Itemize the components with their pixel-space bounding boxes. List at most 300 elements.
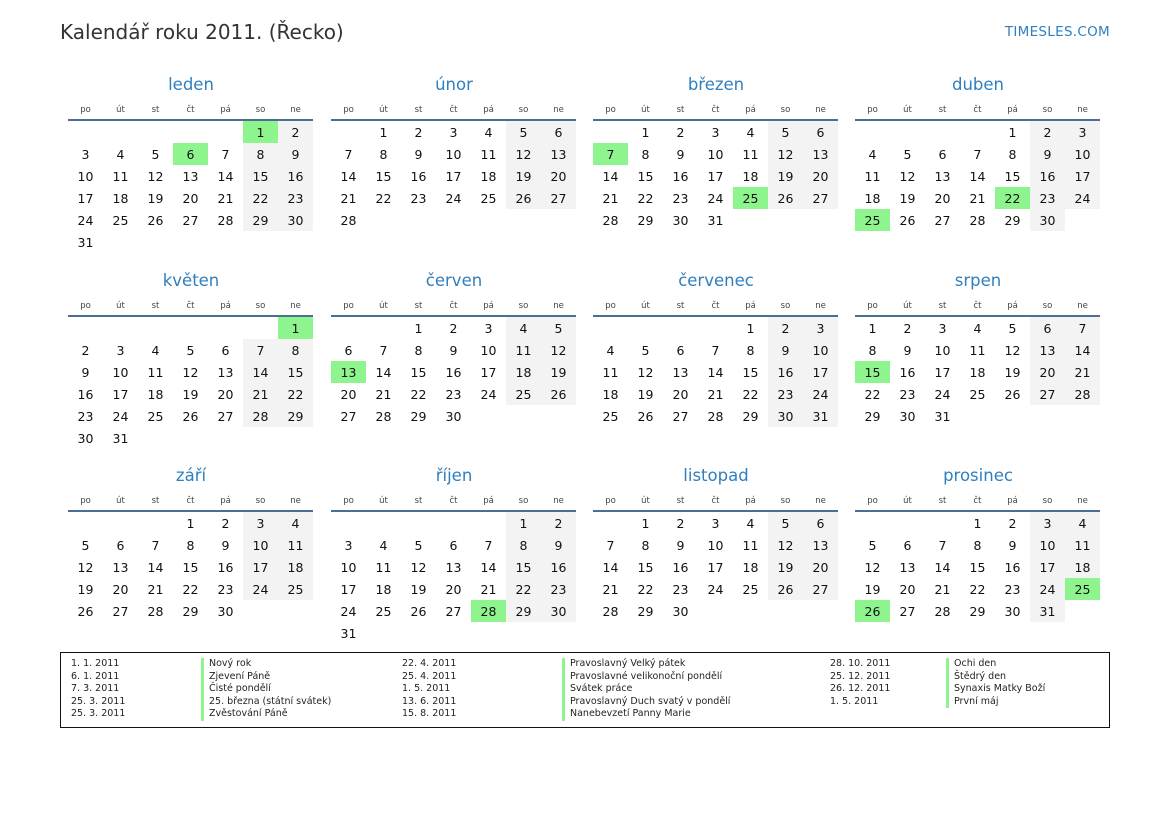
day-cell: 18 (506, 361, 541, 383)
legend-date: 22. 4. 2011 (402, 658, 457, 669)
day-cell: 28 (147, 603, 164, 619)
weekday-header: čt (436, 297, 471, 316)
month-table (855, 297, 1100, 427)
day-cell: 8 (746, 342, 755, 358)
day-cell: 17 (445, 168, 462, 184)
day-cell: 28 (340, 212, 357, 228)
day-cell: 2 (541, 511, 576, 534)
month-name: září (175, 466, 207, 485)
day-cell: 21 (375, 386, 392, 402)
day-cell: 15 (742, 364, 759, 380)
weekday-header: so (243, 492, 278, 511)
day-cell: 13 (934, 168, 951, 184)
day-cell: 25 (480, 190, 497, 206)
day-cell: 8 (868, 342, 877, 358)
weekday-header: so (506, 297, 541, 316)
day-cell: 29 (410, 408, 427, 424)
empty-cell (593, 316, 628, 339)
weekday-header: ne (1065, 492, 1100, 511)
day-cell: 3 (711, 515, 720, 531)
day-cell: 12 (864, 559, 881, 575)
month-5 (331, 270, 577, 427)
day-cell: 31 (77, 234, 94, 250)
day-cell: 10 (934, 342, 951, 358)
day-cell: 1 (278, 316, 313, 339)
day-cell: 6 (1030, 316, 1065, 339)
day-cell: 14 (243, 361, 278, 383)
day-cell: 30 (672, 603, 689, 619)
day-cell: 23 (672, 190, 689, 206)
legend-holiday-name: Štědrý den (946, 671, 1006, 684)
day-cell: 21 (602, 581, 619, 597)
day-cell: 13 (899, 559, 916, 575)
weekday-header: po (855, 492, 890, 511)
day-cell: 9 (768, 339, 803, 361)
weekday-header: st (401, 492, 436, 511)
day-cell: 11 (742, 537, 759, 553)
day-cell: 18 (147, 386, 164, 402)
day-cell: 12 (768, 143, 803, 165)
weekday-header: st (401, 101, 436, 120)
day-cell: 12 (899, 168, 916, 184)
day-cell: 30 (278, 209, 313, 231)
month-table (593, 101, 838, 231)
day-cell: 12 (77, 559, 94, 575)
day-cell: 19 (899, 190, 916, 206)
day-cell: 16 (768, 361, 803, 383)
day-cell: 2 (81, 342, 90, 358)
day-cell: 15 (969, 559, 986, 575)
weekday-header: čt (960, 297, 995, 316)
weekday-header: pá (208, 101, 243, 120)
weekday-header: út (890, 101, 925, 120)
weekday-header: út (628, 492, 663, 511)
day-cell: 23 (217, 581, 234, 597)
day-cell: 24 (707, 581, 724, 597)
day-cell: 15 (410, 364, 427, 380)
day-cell: 28 (602, 603, 619, 619)
day-cell: 16 (541, 556, 576, 578)
day-cell: 12 (182, 364, 199, 380)
day-cell: 8 (506, 534, 541, 556)
day-cell: 19 (768, 556, 803, 578)
day-cell: 28 (602, 212, 619, 228)
day-cell: 14 (217, 168, 234, 184)
day-cell: 3 (711, 124, 720, 140)
day-cell: 29 (864, 408, 881, 424)
empty-cell (103, 120, 138, 143)
month-name: únor (435, 75, 473, 94)
day-cell: 3 (1065, 120, 1100, 143)
day-cell: 1 (506, 511, 541, 534)
weekday-header: st (138, 101, 173, 120)
day-cell: 7 (243, 339, 278, 361)
day-cell: 11 (375, 559, 392, 575)
legend-holiday-name: Pravoslavný Velký pátek (562, 658, 685, 671)
legend-date: 28. 10. 2011 (830, 658, 891, 669)
weekday-header: út (103, 297, 138, 316)
day-cell: 1 (379, 124, 388, 140)
day-cell: 4 (606, 342, 615, 358)
day-cell: 12 (768, 534, 803, 556)
day-cell: 5 (868, 537, 877, 553)
month-10 (593, 465, 839, 622)
empty-cell (593, 120, 628, 143)
day-cell: 26 (637, 408, 654, 424)
day-cell: 1 (746, 320, 755, 336)
day-cell: 20 (803, 165, 838, 187)
day-cell: 7 (221, 146, 230, 162)
day-cell: 8 (973, 537, 982, 553)
day-cell: 17 (707, 559, 724, 575)
weekday-header: čt (960, 492, 995, 511)
weekday-header: čt (436, 101, 471, 120)
day-cell: 4 (1065, 511, 1100, 534)
day-cell: 7 (344, 146, 353, 162)
day-cell: 20 (934, 190, 951, 206)
day-cell: 14 (602, 168, 619, 184)
empty-cell (138, 120, 173, 143)
day-cell: 2 (676, 515, 685, 531)
day-cell: 2 (768, 316, 803, 339)
day-cell: 31 (803, 405, 838, 427)
day-cell: 16 (278, 165, 313, 187)
day-cell: 11 (1065, 534, 1100, 556)
day-cell: 22 (278, 383, 313, 405)
day-cell: 11 (864, 168, 881, 184)
month-name: červenec (678, 271, 754, 290)
month-name: prosinec (943, 466, 1013, 485)
weekday-header: čt (436, 492, 471, 511)
legend-date: 25. 4. 2011 (402, 670, 457, 682)
day-cell: 25 (602, 408, 619, 424)
day-cell: 23 (672, 581, 689, 597)
day-cell: 5 (81, 537, 90, 553)
day-cell: 25 (375, 603, 392, 619)
day-cell: 18 (1065, 556, 1100, 578)
day-cell: 6 (676, 342, 685, 358)
day-cell: 15 (855, 361, 890, 383)
day-cell: 17 (340, 581, 357, 597)
empty-cell (103, 316, 138, 339)
day-cell: 4 (973, 320, 982, 336)
legend-holiday-name: Zjevení Páně (201, 671, 270, 684)
day-cell: 8 (1008, 146, 1017, 162)
day-cell: 5 (506, 120, 541, 143)
day-cell: 25 (1065, 578, 1100, 600)
weekday-header: čt (698, 101, 733, 120)
month-2 (593, 74, 839, 231)
page-title: Kalendář roku 2011. (Řecko) (60, 20, 344, 44)
weekday-header: so (243, 101, 278, 120)
weekday-header: po (855, 297, 890, 316)
day-cell: 7 (593, 143, 628, 165)
day-cell: 22 (995, 187, 1030, 209)
day-cell: 12 (637, 364, 654, 380)
empty-cell (331, 511, 366, 534)
day-cell: 14 (707, 364, 724, 380)
legend-holiday-name: Nový rok (201, 658, 251, 671)
month-9 (331, 465, 577, 644)
day-cell: 22 (410, 386, 427, 402)
day-cell: 3 (484, 320, 493, 336)
weekday-header: so (1030, 492, 1065, 511)
day-cell: 17 (243, 556, 278, 578)
day-cell: 27 (340, 408, 357, 424)
day-cell: 1 (414, 320, 423, 336)
day-cell: 3 (243, 511, 278, 534)
day-cell: 15 (182, 559, 199, 575)
day-cell: 25 (147, 408, 164, 424)
day-cell: 30 (672, 212, 689, 228)
weekday-header: ne (278, 297, 313, 316)
legend-holiday-name: Zvěstování Páně (201, 708, 288, 721)
day-cell: 13 (182, 168, 199, 184)
day-cell: 8 (379, 146, 388, 162)
day-cell: 2 (1008, 515, 1017, 531)
weekday-header: ne (803, 492, 838, 511)
legend-holiday-name: První máj (946, 696, 999, 709)
legend-date: 1. 1. 2011 (71, 658, 120, 669)
day-cell: 11 (112, 168, 129, 184)
legend-date: 25. 12. 2011 (830, 670, 891, 682)
empty-cell (855, 511, 890, 534)
day-cell: 15 (278, 361, 313, 383)
empty-cell (925, 511, 960, 534)
day-cell: 6 (449, 537, 458, 553)
day-cell: 7 (938, 537, 947, 553)
legend-holiday-name: Čisté pondělí (201, 683, 271, 696)
day-cell: 24 (445, 190, 462, 206)
legend-date: 7. 3. 2011 (71, 683, 120, 695)
day-cell: 11 (742, 146, 759, 162)
day-cell: 26 (77, 603, 94, 619)
day-cell: 18 (742, 559, 759, 575)
weekday-header: út (890, 492, 925, 511)
day-cell: 16 (77, 386, 94, 402)
day-cell: 14 (480, 559, 497, 575)
day-cell: 7 (484, 537, 493, 553)
day-cell: 4 (484, 124, 493, 140)
empty-cell (173, 316, 208, 339)
day-cell: 9 (676, 146, 685, 162)
day-cell: 24 (803, 383, 838, 405)
day-cell: 21 (602, 190, 619, 206)
legend-date: 1. 5. 2011 (830, 695, 879, 707)
empty-cell (960, 120, 995, 143)
day-cell: 10 (480, 342, 497, 358)
weekday-header: pá (995, 492, 1030, 511)
day-cell: 24 (1065, 187, 1100, 209)
month-table (68, 297, 313, 449)
weekday-header: so (243, 297, 278, 316)
day-cell: 30 (768, 405, 803, 427)
day-cell: 7 (379, 342, 388, 358)
weekday-header: ne (1065, 101, 1100, 120)
empty-cell (103, 511, 138, 534)
day-cell: 6 (803, 511, 838, 534)
weekday-header: pá (208, 297, 243, 316)
day-cell: 26 (147, 212, 164, 228)
day-cell: 2 (414, 124, 423, 140)
day-cell: 21 (147, 581, 164, 597)
day-cell: 15 (506, 556, 541, 578)
day-cell: 22 (506, 578, 541, 600)
day-cell: 22 (375, 190, 392, 206)
legend-date: 26. 12. 2011 (830, 683, 891, 695)
weekday-header: st (663, 492, 698, 511)
day-cell: 29 (637, 212, 654, 228)
day-cell: 22 (969, 581, 986, 597)
legend-holiday-name: Pravoslavné velikonoční pondělí (562, 671, 722, 684)
day-cell: 19 (637, 386, 654, 402)
weekday-header: čt (173, 297, 208, 316)
day-cell: 30 (217, 603, 234, 619)
weekday-header: čt (698, 297, 733, 316)
weekday-header: út (628, 297, 663, 316)
empty-cell (68, 511, 103, 534)
day-cell: 3 (81, 146, 90, 162)
day-cell: 7 (1065, 316, 1100, 339)
day-cell: 4 (116, 146, 125, 162)
day-cell: 24 (1030, 578, 1065, 600)
weekday-header: út (103, 492, 138, 511)
month-table (68, 101, 313, 253)
day-cell: 4 (746, 515, 755, 531)
day-cell: 4 (868, 146, 877, 162)
day-cell: 24 (243, 578, 278, 600)
day-cell: 23 (541, 578, 576, 600)
day-cell: 5 (541, 316, 576, 339)
month-table (855, 101, 1100, 231)
empty-cell (208, 120, 243, 143)
weekday-header: ne (541, 297, 576, 316)
day-cell: 1 (868, 320, 877, 336)
month-8 (68, 465, 314, 622)
day-cell: 29 (278, 405, 313, 427)
day-cell: 31 (707, 212, 724, 228)
day-cell: 6 (541, 120, 576, 143)
day-cell: 24 (480, 386, 497, 402)
day-cell: 3 (938, 320, 947, 336)
day-cell: 9 (221, 537, 230, 553)
day-cell: 16 (672, 168, 689, 184)
day-cell: 4 (151, 342, 160, 358)
day-cell: 9 (676, 537, 685, 553)
weekday-header: so (506, 492, 541, 511)
weekday-header: st (663, 297, 698, 316)
month-name: říjen (435, 466, 473, 485)
day-cell: 14 (969, 168, 986, 184)
weekday-header: po (593, 297, 628, 316)
day-cell: 17 (1065, 165, 1100, 187)
weekday-header: ne (278, 101, 313, 120)
day-cell: 15 (1004, 168, 1021, 184)
day-cell: 11 (480, 146, 497, 162)
day-cell: 19 (1004, 364, 1021, 380)
empty-cell (366, 316, 401, 339)
day-cell: 15 (637, 559, 654, 575)
weekday-header: pá (995, 101, 1030, 120)
day-cell: 22 (637, 190, 654, 206)
weekday-header: so (506, 101, 541, 120)
weekday-header: út (366, 101, 401, 120)
day-cell: 29 (1004, 212, 1021, 228)
empty-cell (68, 316, 103, 339)
empty-cell (68, 120, 103, 143)
legend-holiday-name: Svátek práce (562, 683, 632, 696)
day-cell: 26 (1004, 386, 1021, 402)
day-cell: 19 (768, 165, 803, 187)
weekday-header: so (768, 492, 803, 511)
empty-cell (366, 511, 401, 534)
day-cell: 19 (77, 581, 94, 597)
day-cell: 8 (641, 537, 650, 553)
day-cell: 1 (641, 515, 650, 531)
day-cell: 30 (1004, 603, 1021, 619)
day-cell: 26 (768, 578, 803, 600)
day-cell: 2 (278, 120, 313, 143)
day-cell: 13 (331, 361, 366, 383)
month-table (331, 297, 576, 427)
empty-cell (855, 120, 890, 143)
day-cell: 27 (803, 578, 838, 600)
month-table (593, 297, 838, 427)
weekday-header: po (331, 101, 366, 120)
day-cell: 23 (1004, 581, 1021, 597)
day-cell: 26 (899, 212, 916, 228)
day-cell: 1 (1008, 124, 1017, 140)
weekday-header: po (331, 492, 366, 511)
day-cell: 30 (77, 430, 94, 446)
day-cell: 3 (803, 316, 838, 339)
day-cell: 31 (340, 625, 357, 641)
legend-holiday-name: Ochi den (946, 658, 996, 671)
day-cell: 10 (445, 146, 462, 162)
day-cell: 5 (641, 342, 650, 358)
day-cell: 9 (278, 143, 313, 165)
day-cell: 14 (602, 559, 619, 575)
day-cell: 16 (217, 559, 234, 575)
day-cell: 9 (81, 364, 90, 380)
day-cell: 28 (243, 405, 278, 427)
day-cell: 10 (1065, 143, 1100, 165)
day-cell: 20 (217, 386, 234, 402)
day-cell: 23 (77, 408, 94, 424)
day-cell: 5 (151, 146, 160, 162)
day-cell: 13 (672, 364, 689, 380)
day-cell: 14 (934, 559, 951, 575)
day-cell: 24 (112, 408, 129, 424)
day-cell: 15 (243, 165, 278, 187)
empty-cell (698, 316, 733, 339)
day-cell: 30 (899, 408, 916, 424)
day-cell: 13 (803, 143, 838, 165)
day-cell: 27 (899, 603, 916, 619)
day-cell: 18 (112, 190, 129, 206)
day-cell: 12 (410, 559, 427, 575)
empty-cell (436, 511, 471, 534)
day-cell: 6 (938, 146, 947, 162)
month-name: leden (168, 75, 214, 94)
day-cell: 20 (541, 165, 576, 187)
weekday-header: ne (541, 492, 576, 511)
site-link[interactable]: TIMESLES.COM (1004, 24, 1110, 40)
day-cell: 18 (969, 364, 986, 380)
empty-cell (331, 120, 366, 143)
day-cell: 23 (445, 386, 462, 402)
day-cell: 16 (1030, 165, 1065, 187)
